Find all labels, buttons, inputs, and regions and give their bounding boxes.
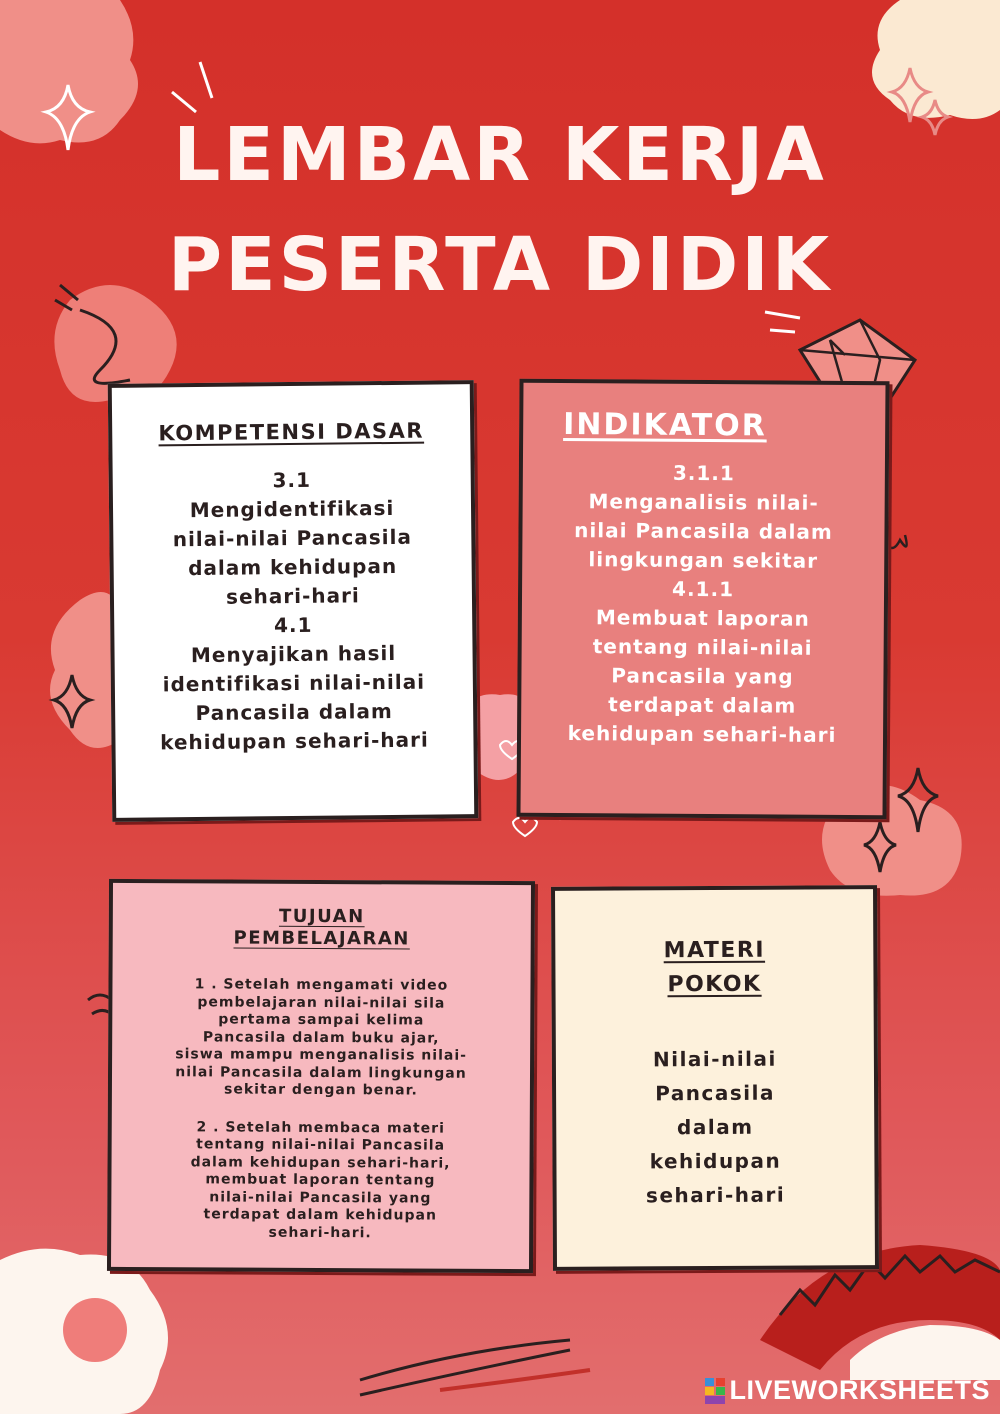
kd-line: kehidupan sehari-hari bbox=[160, 727, 429, 755]
indikator-text bbox=[521, 458, 885, 751]
tp-line: tentang nilai-nilai Pancasila bbox=[196, 1136, 446, 1154]
kd-line: dalam kehidupan bbox=[188, 553, 398, 581]
mp-line: kehidupan bbox=[649, 1148, 782, 1174]
heart-icon bbox=[513, 818, 537, 836]
materi-pokok-heading bbox=[555, 933, 873, 1003]
indikator-card bbox=[516, 379, 889, 820]
kd-line: Pancasila dalam bbox=[195, 698, 393, 726]
kompetensi-dasar-heading: KOMPETENSI DASAR bbox=[158, 418, 425, 446]
ind-line: lingkungan sekitar bbox=[588, 547, 819, 573]
ind-line: 4.1.1 bbox=[672, 576, 735, 602]
kd-line: nilai-nilai Pancasila bbox=[172, 524, 413, 552]
tp-line: terdapat dalam kehidupan bbox=[203, 1206, 438, 1224]
egg-icon bbox=[0, 1249, 168, 1414]
kompetensi-dasar-card bbox=[108, 380, 479, 822]
tp-heading-line: TUJUAN bbox=[278, 905, 365, 928]
liveworksheets-logo-icon bbox=[705, 1378, 725, 1404]
tp-line: pembelajaran nilai-nilai sila bbox=[197, 994, 446, 1012]
mp-line: sehari-hari bbox=[645, 1182, 786, 1208]
watermark-text: LIVEWORKSHEETS bbox=[729, 1375, 990, 1405]
kd-line: identifikasi nilai-nilai bbox=[162, 669, 426, 697]
mp-line: Pancasila bbox=[655, 1080, 776, 1106]
tujuan-paragraph-2 bbox=[111, 1119, 530, 1244]
scribble-icon bbox=[765, 312, 800, 332]
ind-line: 3.1.1 bbox=[672, 460, 735, 486]
tp-line: membuat laporan tentang bbox=[205, 1171, 436, 1189]
tp-heading-line: PEMBELAJARAN bbox=[233, 927, 410, 950]
page-title-line1: LEMBAR KERJA bbox=[173, 112, 827, 198]
kompetensi-dasar-text bbox=[113, 464, 474, 758]
tp-line: pertama sampai kelima bbox=[218, 1011, 425, 1029]
tp-line: dalam kehidupan sehari-hari, bbox=[190, 1154, 451, 1172]
ind-line: nilai Pancasila dalam bbox=[574, 518, 833, 544]
mp-heading-line: POKOK bbox=[667, 971, 762, 998]
ind-line: Pancasila yang bbox=[611, 663, 794, 689]
materi-pokok-text bbox=[556, 1041, 875, 1213]
indikator-heading: INDIKATOR bbox=[563, 407, 767, 444]
kd-line: 3.1 bbox=[272, 467, 312, 493]
ind-line: Menganalisis nilai- bbox=[588, 489, 819, 515]
tujuan-pembelajaran-card bbox=[107, 879, 535, 1273]
ind-line: kehidupan sehari-hari bbox=[567, 721, 837, 747]
ind-line: terdapat dalam bbox=[608, 692, 797, 718]
kd-line: Menyajikan hasil bbox=[190, 640, 397, 668]
tujuan-paragraph-1 bbox=[112, 976, 531, 1101]
mp-line: Nilai-nilai bbox=[652, 1046, 777, 1072]
scribble-icon bbox=[172, 62, 212, 112]
kd-line: sehari-hari bbox=[225, 583, 360, 609]
tujuan-pembelajaran-heading bbox=[113, 905, 531, 950]
tp-line: siswa mampu menganalisis nilai- bbox=[175, 1046, 467, 1064]
page-title-line2: PESERTA DIDIK bbox=[167, 222, 833, 308]
liveworksheets-watermark[interactable] bbox=[705, 1375, 990, 1406]
tp-line: sehari-hari. bbox=[268, 1224, 372, 1241]
tp-line: Pancasila dalam buku ajar, bbox=[202, 1029, 440, 1047]
kd-line: Mengidentifikasi bbox=[189, 495, 395, 523]
tp-line: sekitar dengan benar. bbox=[223, 1081, 418, 1099]
tp-line: nilai Pancasila dalam lingkungan bbox=[175, 1063, 467, 1082]
materi-pokok-card bbox=[551, 885, 879, 1271]
ind-line: tentang nilai-nilai bbox=[592, 634, 813, 660]
ind-line: Membuat laporan bbox=[595, 605, 810, 631]
mp-heading-line: MATERI bbox=[663, 937, 766, 964]
mp-line: dalam bbox=[676, 1114, 754, 1140]
kd-line: 4.1 bbox=[273, 612, 313, 638]
tp-line: 1 . Setelah mengamati video bbox=[194, 976, 449, 994]
tp-line: nilai-nilai Pancasila yang bbox=[209, 1189, 432, 1207]
tp-line: 2 . Setelah membaca materi bbox=[196, 1119, 445, 1137]
